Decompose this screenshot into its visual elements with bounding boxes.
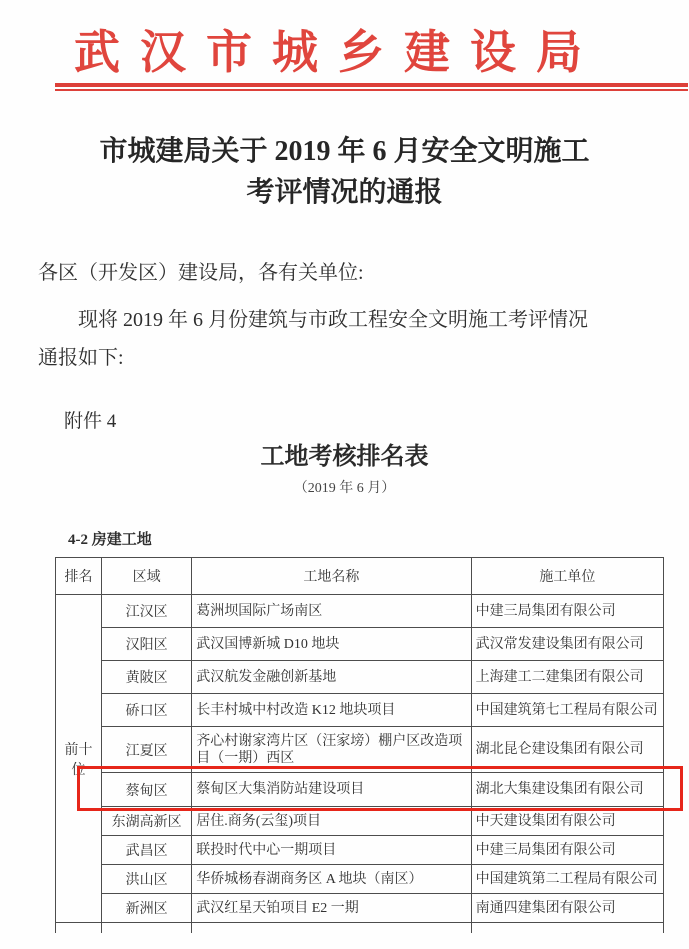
site-cell: 蔡甸区大集消防站建设项目 xyxy=(192,773,471,807)
document-title-line2: 考评情况的通报 xyxy=(246,177,443,208)
table-row xyxy=(56,865,664,894)
intro-paragraph-line1: 现将 2019 年 6 月份建筑与市政工程安全文明施工考评情况 xyxy=(78,309,588,331)
site-cell: 武汉红星天铂项目 E2 一期 xyxy=(192,894,471,923)
header-rank: 排名 xyxy=(56,558,102,595)
site-cell: 居住.商务(云玺)项目 xyxy=(192,807,471,836)
company-cell: 武汉常发建设集团有限公司 xyxy=(471,628,663,661)
rank-group-cell: 前十位 xyxy=(56,595,102,923)
company-cell: 中建三局集团有限公司 xyxy=(471,595,663,628)
site-cell: 长丰村城中村改造 K12 地块项目 xyxy=(192,694,471,727)
intro-paragraph-line2: 通报如下: xyxy=(38,347,124,369)
site-cell: 联投时代中心一期项目 xyxy=(192,836,471,865)
table-row xyxy=(56,595,664,628)
company-cell: 上海建工二建集团有限公司 xyxy=(471,661,663,694)
ranking-table xyxy=(55,557,664,933)
site-cell: 华侨城杨春湖商务区 A 地块（南区） xyxy=(192,865,471,894)
section-label: 4-2 房建工地 xyxy=(68,532,152,548)
company-cell: 中国建筑第二工程局有限公司 xyxy=(471,865,663,894)
district-cell: 新洲区 xyxy=(102,894,192,923)
company-cell: 湖北昆仑建设集团有限公司 xyxy=(471,727,663,773)
salutation: 各区（开发区）建设局，各有关单位: xyxy=(38,262,364,284)
district-cell: 洪山区 xyxy=(102,865,192,894)
site-cell: 葛洲坝国际广场南区 xyxy=(192,595,471,628)
district-cell: 蔡甸区 xyxy=(102,773,192,807)
district-cell: 硚口区 xyxy=(102,694,192,727)
company-cell: 中建三局集团有限公司 xyxy=(471,836,663,865)
table-row xyxy=(56,807,664,836)
company-cell: 中天建设集团有限公司 xyxy=(471,807,663,836)
district-cell: 江汉区 xyxy=(102,595,192,628)
site-cell: 武汉国博新城 D10 地块 xyxy=(192,628,471,661)
district-cell: 汉阳区 xyxy=(102,628,192,661)
table-row xyxy=(56,628,664,661)
district-cell: 东湖高新区 xyxy=(102,807,192,836)
header-site: 工地名称 xyxy=(192,558,471,595)
company-cell: 中国建筑第七工程局有限公司 xyxy=(471,694,663,727)
table-row-highlighted xyxy=(56,773,664,807)
district-cell: 武昌区 xyxy=(102,836,192,865)
table-header-row xyxy=(56,558,664,595)
letterhead-divider xyxy=(55,83,688,91)
table-row xyxy=(56,894,664,923)
table-row xyxy=(56,836,664,865)
table-row-cutoff xyxy=(56,923,664,933)
site-cell: 齐心村谢家湾片区（汪家塝）棚户区改造项目（一期）西区 xyxy=(192,727,471,773)
district-cell: 黄陂区 xyxy=(102,661,192,694)
table-row xyxy=(56,727,664,773)
document-title xyxy=(0,131,689,213)
ranking-table-title: 工地考核排名表 xyxy=(260,444,429,470)
company-cell: 湖北大集建设集团有限公司 xyxy=(471,773,663,807)
agency-letterhead: 武汉市城乡建设局 xyxy=(74,27,602,78)
ranking-table-subtitle: （2019 年 6 月） xyxy=(293,481,396,496)
company-cell: 南通四建集团有限公司 xyxy=(471,894,663,923)
header-district: 区域 xyxy=(102,558,192,595)
ranking-table-wrap xyxy=(55,557,664,933)
table-row xyxy=(56,694,664,727)
table-row xyxy=(56,661,664,694)
header-company: 施工单位 xyxy=(471,558,663,595)
document-title-line1: 市城建局关于 2019 年 6 月安全文明施工 xyxy=(99,136,590,167)
site-cell: 武汉航发金融创新基地 xyxy=(192,661,471,694)
attachment-label: 附件 4 xyxy=(64,411,117,432)
district-cell: 江夏区 xyxy=(102,727,192,773)
